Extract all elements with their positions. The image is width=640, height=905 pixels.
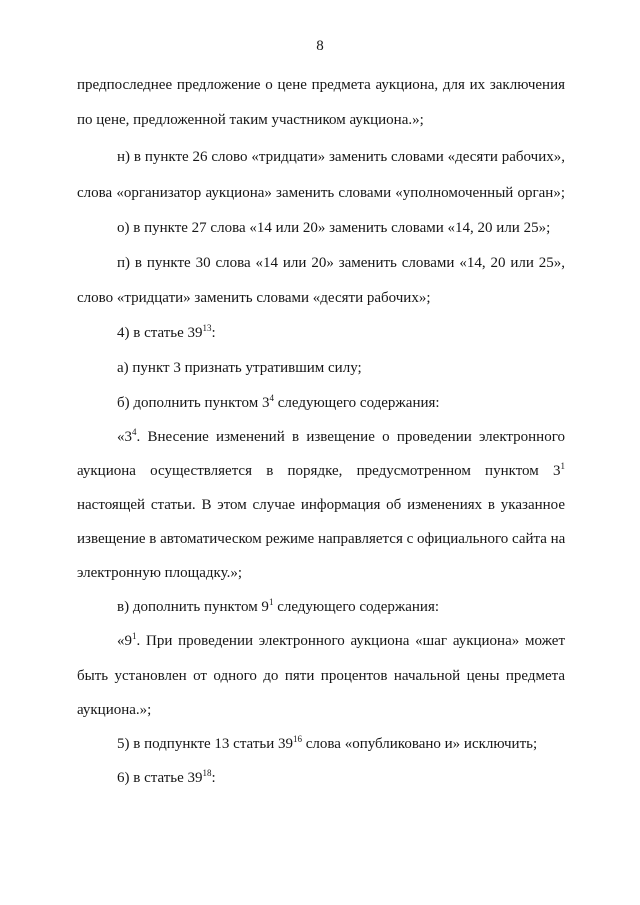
paragraph-line: извещение в автоматическом режиме направляется с официального сайта на <box>77 531 566 547</box>
line-text: следующего содержания: <box>273 395 440 411</box>
paragraph-line: быть установлен от одного до пяти процентов начальной цены предмета <box>77 668 565 684</box>
line-text: аукциона осуществляется в порядке, предусмотренном пунктом 3 <box>77 463 561 479</box>
paragraph-line: а) пункт 3 признать утратившим силу; <box>117 360 362 376</box>
line-text: . Внесение изменений в извещение о проведении электронного <box>136 429 565 445</box>
line-text: в) дополнить пунктом 9 <box>117 599 269 615</box>
line-text: «9 <box>117 633 132 649</box>
line-text: 5) в подпункте 13 статьи 39 <box>117 736 294 752</box>
paragraph-line <box>117 769 565 787</box>
paragraph-line: электронную площадку.»; <box>77 565 242 581</box>
line-text: слова «опубликовано и» исключить; <box>302 736 538 752</box>
superscript: 13 <box>202 323 212 333</box>
paragraph-line: слово «тридцати» заменить словами «десяти рабочих»; <box>77 290 431 306</box>
paragraph-line: о) в пункте 27 слова «14 или 20» заменить словами «14, 20 или 25»; <box>117 220 551 236</box>
page-number: 8 <box>316 38 324 54</box>
line-text: : <box>211 770 216 786</box>
paragraph-line <box>117 324 565 342</box>
superscript: 4 <box>269 393 274 403</box>
paragraph-line <box>117 394 565 412</box>
paragraph-line <box>117 598 565 616</box>
paragraph-line: предпоследнее предложение о цене предмета аукциона, для их заключения <box>77 77 565 93</box>
superscript: 1 <box>560 461 565 471</box>
line-text: «3 <box>117 429 132 445</box>
paragraph-line <box>117 428 565 446</box>
superscript: 1 <box>132 631 137 641</box>
superscript: 1 <box>268 597 274 607</box>
line-text: 4) в статье 39 <box>117 325 203 341</box>
paragraph-line <box>117 735 565 753</box>
line-text: б) дополнить пунктом 3 <box>117 395 270 411</box>
line-text: : <box>211 325 216 341</box>
paragraph-line: настоящей статьи. В этом случае информация об изменениях в указанное <box>77 497 565 513</box>
paragraph-line: н) в пункте 26 слово «тридцати» заменить словами «десяти рабочих», <box>117 149 565 165</box>
superscript: 16 <box>293 734 303 744</box>
paragraph-line <box>77 462 565 480</box>
paragraph-line: по цене, предложенной таким участником аукциона.»; <box>77 112 424 128</box>
paragraph-line: п) в пункте 30 слова «14 или 20» заменить словами «14, 20 или 25», <box>117 255 565 271</box>
paragraph-line: аукциона.»; <box>77 702 152 718</box>
line-text: . При проведении электронного аукциона «шаг аукциона» может <box>136 633 565 649</box>
superscript: 4 <box>132 427 137 437</box>
paragraph-line: слова «организатор аукциона» заменить словами «уполномоченный орган»; <box>77 185 565 201</box>
paragraph-line <box>117 632 565 650</box>
superscript: 18 <box>202 768 212 778</box>
line-text: 6) в статье 39 <box>117 770 203 786</box>
line-text: следующего содержания: <box>273 599 440 615</box>
